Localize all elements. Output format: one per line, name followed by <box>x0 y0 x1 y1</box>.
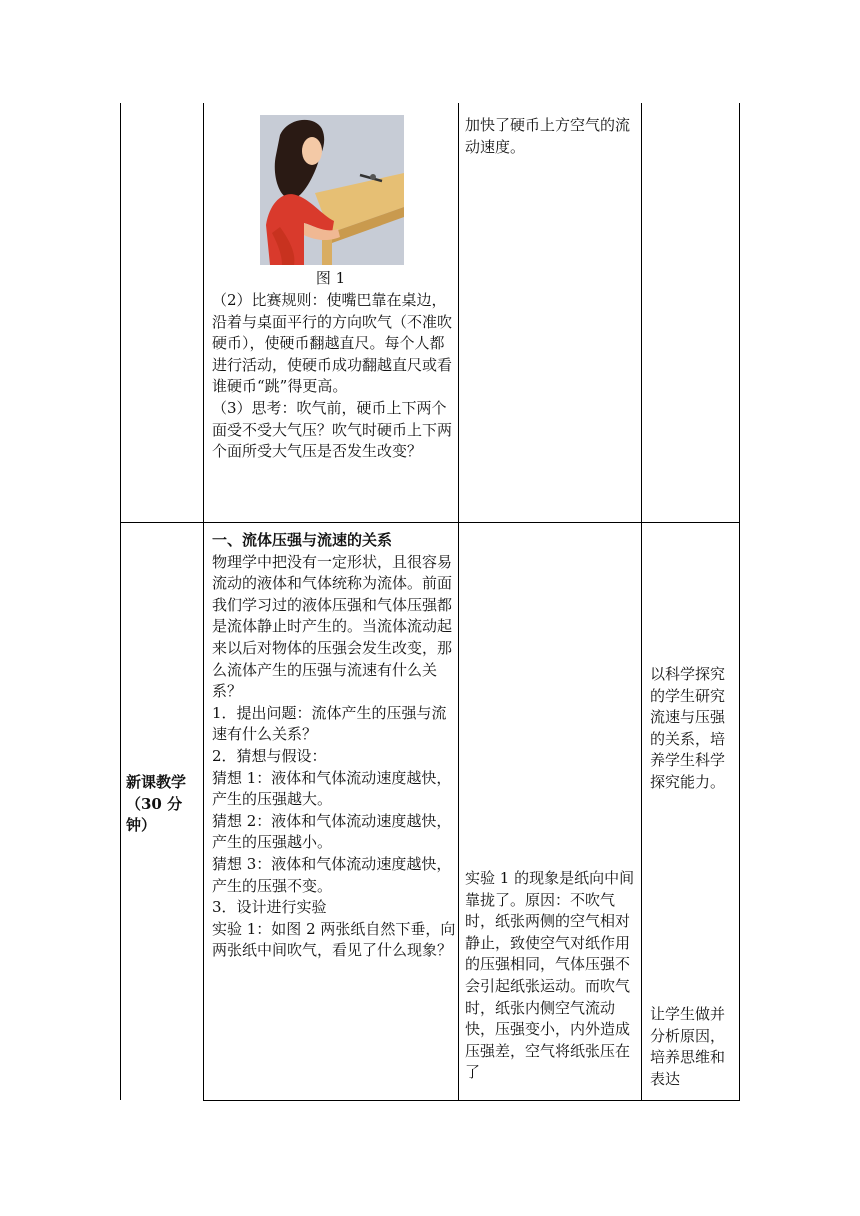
table-left-border <box>120 103 121 1100</box>
table-row-divider <box>120 522 740 523</box>
student-activity-lesson <box>465 868 640 1084</box>
lesson-paragraph-intro: 物理学中把没有一定形状，且很容易流动的液体和气体统称为流体。前面我们学习过的液体压强和气体压强都是流体静止时产生的。当流体流动起来以后对物体的压强会发生改变，那么流体产生的压强与流速有什么关系？ <box>212 552 453 701</box>
student-activity-top-text: 加快了硬币上方空气的流动速度。 <box>465 116 631 156</box>
table-right-border <box>739 103 740 1101</box>
activity-text-top <box>212 290 454 463</box>
lesson-paragraph-guess-2: 猜想 2：液体和气体流动速度越快，产生的压强越小。 <box>212 811 452 852</box>
stage-title-text: 新课教学（30 分钟） <box>126 773 187 835</box>
student-activity-top <box>465 115 640 158</box>
table-col-divider-3 <box>641 103 642 1101</box>
lesson-paragraph-question: 1．提出问题：流体产生的压强与流速有什么关系？ <box>212 703 447 744</box>
stage-title <box>126 772 198 837</box>
table-col-divider-1 <box>203 103 204 1100</box>
girl-blowing-coin-figure <box>260 115 404 265</box>
table-col-divider-2 <box>458 103 459 1101</box>
lesson-paragraph-experiment: 3．设计进行实验 <box>212 898 327 917</box>
section-heading: 一、流体压强与流速的关系 <box>212 531 393 549</box>
student-activity-lesson-text: 实验 1 的现象是纸向中间靠拢了。原因：不吹气时，纸张两侧的空气相对静止，致使空气对纸作用的压强相同，气体压强不会引起纸张运动。而吹气时，纸张内侧空气流动快，压强变小，内外造成压强差，空气将纸张压在了 <box>465 869 635 1082</box>
activity-think-paragraph: （3）思考：吹气前，硬币上下两个面受不受大气压？吹气时硬币上下两个面所受大气压是否发生改变？ <box>212 398 453 461</box>
lesson-paragraph-hypothesis: 2．猜想与假设： <box>212 746 327 765</box>
lesson-paragraph-guess-3: 猜想 3：液体和气体流动速度越快，产生的压强不变。 <box>212 854 452 895</box>
lesson-paragraph-guess-1: 猜想 1：液体和气体流动速度越快，产生的压强越大。 <box>212 768 452 809</box>
lesson-content <box>212 530 456 962</box>
design-intent-2-text: 让学生做并分析原因，培养思维和表达 <box>650 1005 726 1088</box>
lesson-paragraph-experiment-1: 实验 1：如图 2 两张纸自然下垂，向两张纸中间吹气，看见了什么现象？ <box>212 919 456 960</box>
figure-caption: 图 1 <box>315 269 346 287</box>
design-intent-1 <box>650 664 736 794</box>
design-intent-1-text: 以科学探究的学生研究流速与压强的关系，培养学生科学探究能力。 <box>650 665 726 791</box>
activity-rules-paragraph: （2）比赛规则：使嘴巴靠在桌边，沿着与桌面平行的方向吹气（不准吹硬币），使硬币翻越直尺。每个人都进行活动，使硬币成功翻越直尺或看谁硬币“跳”得更高。 <box>212 291 453 396</box>
design-intent-2 <box>650 1004 736 1090</box>
table-bottom-border <box>203 1100 740 1101</box>
